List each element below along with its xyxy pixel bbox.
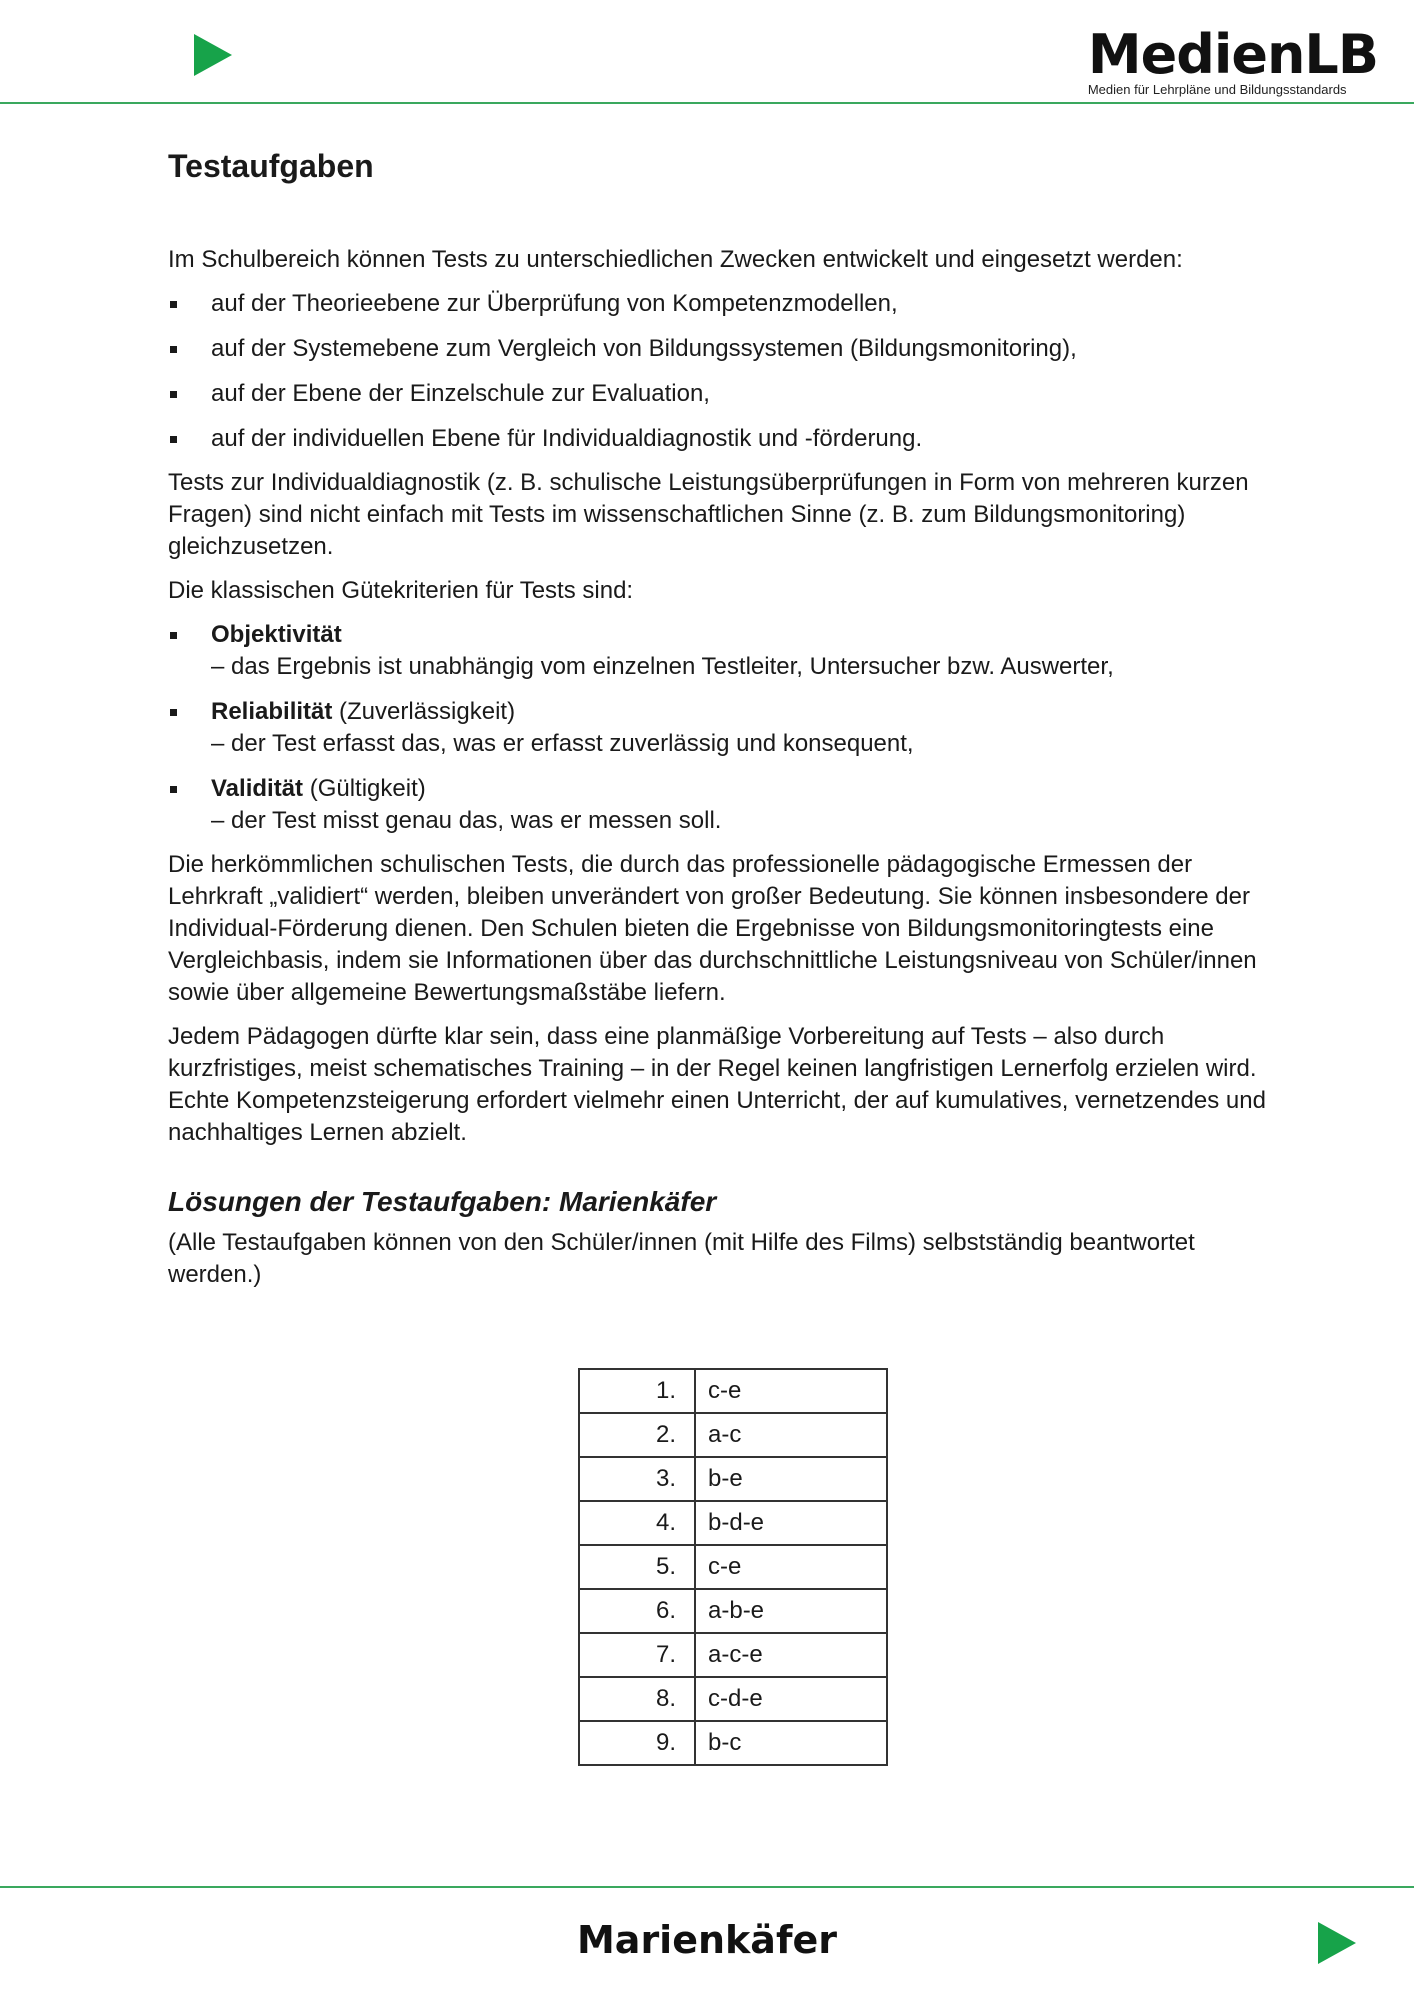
task-answer: a-c-e <box>695 1633 887 1677</box>
criterion-objectivity <box>168 619 1288 683</box>
task-number: 3. <box>579 1457 695 1501</box>
table-row <box>579 1633 887 1677</box>
table-row <box>579 1677 887 1721</box>
purpose-item: auf der Ebene der Einzelschule zur Evaluation, <box>168 378 1288 410</box>
criteria-intro: Die klassischen Gütekriterien für Tests sind: <box>168 577 634 604</box>
criterion-term: Validität <box>211 775 304 802</box>
task-answer: c-e <box>695 1545 887 1589</box>
purpose-list <box>168 288 1288 455</box>
task-answer: b-c <box>695 1721 887 1765</box>
criterion-validity <box>168 773 1288 837</box>
criterion-reliability <box>168 696 1288 760</box>
solutions-note: (Alle Testaufgaben können von den Schüler/innen (mit Hilfe des Films) selbstständig beantwortet werden.) <box>168 1229 1195 1288</box>
logo-title: MedienLB <box>1087 23 1378 86</box>
criterion-extra: (Zuverlässigkeit) <box>332 698 516 725</box>
footer-divider <box>0 1886 1414 1888</box>
footer-title: Marienkäfer <box>576 1918 837 1962</box>
play-arrow-icon[interactable] <box>194 34 232 76</box>
traditional-tests-paragraph: Die herkömmlichen schulischen Tests, die durch das professionelle pädagogische Ermessen der Lehrkraft „validiert“ werden, bleiben unverändert von großer Bedeutung. Sie können insbesondere der Individual-Förderung dienen. Den Schulen bieten die Ergebnisse von Bildungsmonitoringtests eine Vergleichbasis, indem sie Informationen über das durchschnittliche Leistungsniveau von Schüler/innen sowie über allgemeine Bewertungsmaßstäbe liefern. <box>168 851 1257 1006</box>
table-row <box>579 1721 887 1765</box>
criterion-term: Reliabilität <box>211 698 333 725</box>
criterion-extra: (Gültigkeit) <box>303 775 426 802</box>
table-row <box>579 1545 887 1589</box>
task-number: 7. <box>579 1633 695 1677</box>
table-row <box>579 1369 887 1413</box>
task-number: 6. <box>579 1589 695 1633</box>
task-answer: b-d-e <box>695 1501 887 1545</box>
table-row <box>579 1501 887 1545</box>
purpose-item: auf der Systemebene zum Vergleich von Bildungssystemen (Bildungsmonitoring), <box>168 333 1288 365</box>
task-answer: c-e <box>695 1369 887 1413</box>
task-number: 2. <box>579 1413 695 1457</box>
solutions-heading: Lösungen der Testaufgaben: Marienkäfer <box>168 1186 717 1217</box>
logo-subtitle: Medien für Lehrpläne und Bildungsstandards <box>1087 82 1347 97</box>
table-row <box>579 1413 887 1457</box>
task-number: 4. <box>579 1501 695 1545</box>
task-number: 1. <box>579 1369 695 1413</box>
table-row <box>579 1589 887 1633</box>
criterion-description: – der Test erfasst das, was er erfasst zuverlässig und konsequent, <box>211 730 914 757</box>
task-number: 5. <box>579 1545 695 1589</box>
play-arrow-icon[interactable] <box>1318 1922 1356 1964</box>
purpose-item: auf der Theorieebene zur Überprüfung von Kompetenzmodellen, <box>168 288 1288 320</box>
task-number: 8. <box>579 1677 695 1721</box>
task-answer: b-e <box>695 1457 887 1501</box>
medienlb-logo <box>1087 23 1378 97</box>
table-row <box>579 1457 887 1501</box>
task-answer: a-c <box>695 1413 887 1457</box>
page-title: Testaufgaben <box>168 148 374 184</box>
purpose-item: auf der individuellen Ebene für Individualdiagnostik und -förderung. <box>168 423 1288 455</box>
pedagogue-paragraph: Jedem Pädagogen dürfte klar sein, dass eine planmäßige Vorbereitung auf Tests – also durch kurzfristiges, meist schematisches Training – in der Regel keinen langfristigen Lernerfolg erzielen wird. Echte Kompetenzsteigerung erfordert vielmehr einen Unterricht, der auf kumulatives, vernetzendes und nachhaltiges Lernen abzielt. <box>168 1023 1266 1146</box>
main-content <box>168 146 1288 1303</box>
task-number: 9. <box>579 1721 695 1765</box>
task-answer: a-b-e <box>695 1589 887 1633</box>
individual-diagnostics-paragraph: Tests zur Individualdiagnostik (z. B. schulische Leistungsüberprüfungen in Form von mehreren kurzen Fragen) sind nicht einfach mit Tests im wissenschaftlichen Sinne (z. B. zum Bildungsmonitoring) gleichzusetzen. <box>168 469 1249 560</box>
criterion-description: – das Ergebnis ist unabhängig vom einzelnen Testleiter, Untersucher bzw. Auswerter, <box>211 653 1114 680</box>
task-answer: c-d-e <box>695 1677 887 1721</box>
criterion-term: Objektivität <box>211 621 342 648</box>
intro-paragraph: Im Schulbereich können Tests zu unterschiedlichen Zwecken entwickelt und eingesetzt werden: <box>168 246 1183 273</box>
solutions-table <box>578 1368 888 1766</box>
criterion-description: – der Test misst genau das, was er messen soll. <box>211 807 722 834</box>
criteria-list <box>168 619 1288 837</box>
header-divider <box>0 102 1414 104</box>
